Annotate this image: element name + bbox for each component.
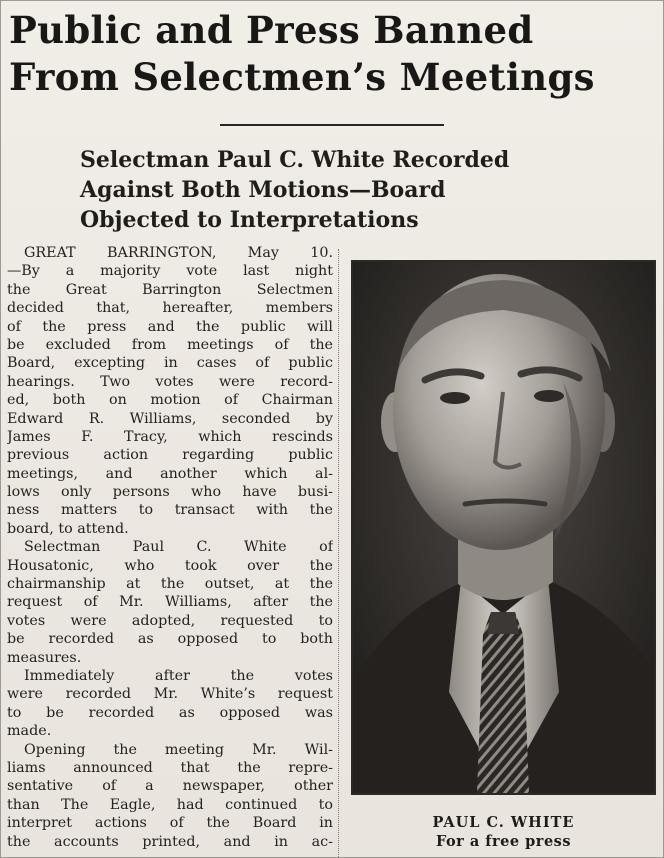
article-line: were recorded Mr. White’s request — [7, 686, 333, 703]
article-line: GREAT BARRINGTON, May 10. — [24, 245, 333, 261]
article-line: measures. — [7, 649, 82, 666]
subheadline-line-1: Selectman Paul C. White Recorded — [80, 147, 510, 173]
article-line: the accounts printed, and in ac- — [7, 833, 333, 850]
article-line: Board, excepting in cases of public — [7, 355, 333, 372]
article-line: the Great Barrington Selectmen — [7, 281, 333, 298]
subheadline — [80, 145, 640, 235]
article-line: previous action regarding public — [7, 447, 333, 464]
photo-caption-name: PAUL C. WHITE — [432, 814, 575, 831]
article-line: James F. Tracy, which rescinds — [7, 428, 333, 445]
article-line: meetings, and another which al- — [7, 465, 333, 482]
article-line: decided that, hereafter, members — [7, 300, 333, 317]
article-line: than The Eagle, had continued to — [7, 796, 333, 813]
article-body — [7, 244, 333, 858]
headline-line-1: Public and Press Banned — [9, 8, 534, 52]
article-line: request of Mr. Williams, after the — [7, 594, 333, 611]
article-line: interpret actions of the Board in — [7, 815, 333, 832]
article-line: sentative of a newspaper, other — [7, 778, 333, 795]
article-line: hearings. Two votes were record- — [7, 373, 333, 390]
article-line: —By a majority vote last night — [7, 263, 333, 280]
column-divider — [338, 249, 339, 858]
headline-line-2: From Selectmen’s Meetings — [9, 55, 595, 99]
article-line: Housatonic, who took over the — [7, 557, 333, 574]
headline — [9, 7, 659, 101]
article-line: to be recorded as opposed was — [7, 704, 333, 721]
article-line: made. — [7, 723, 52, 740]
article-line: Immediately after the votes — [24, 667, 333, 684]
article-line: Edward R. Williams, seconded by — [7, 410, 333, 427]
article-line: Opening the meeting Mr. Wil- — [24, 741, 333, 758]
article-line: board, to attend. — [7, 520, 129, 537]
article-line: of the press and the public will — [7, 318, 333, 335]
article-line: ed, both on motion of Chairman — [7, 392, 333, 409]
article-line: lows only persons who have busi- — [7, 484, 333, 501]
article-line: be recorded as opposed to both — [7, 631, 333, 648]
subheadline-line-2: Against Both Motions—Board — [80, 177, 446, 203]
subheadline-line-3: Objected to Interpretations — [80, 207, 419, 233]
article-line: liams announced that the repre- — [7, 759, 333, 776]
article-line: Selectman Paul C. White of — [24, 539, 333, 556]
article-line: be excluded from meetings of the — [7, 336, 333, 353]
article-line: chairmanship at the outset, at the — [7, 576, 333, 593]
photo-caption-subtitle: For a free press — [435, 833, 571, 850]
portrait-image — [353, 262, 654, 793]
portrait-photo — [351, 260, 656, 795]
headline-divider — [220, 124, 444, 126]
article-line: ness matters to transact with the — [7, 502, 333, 519]
article-line: votes were adopted, requested to — [7, 612, 333, 629]
